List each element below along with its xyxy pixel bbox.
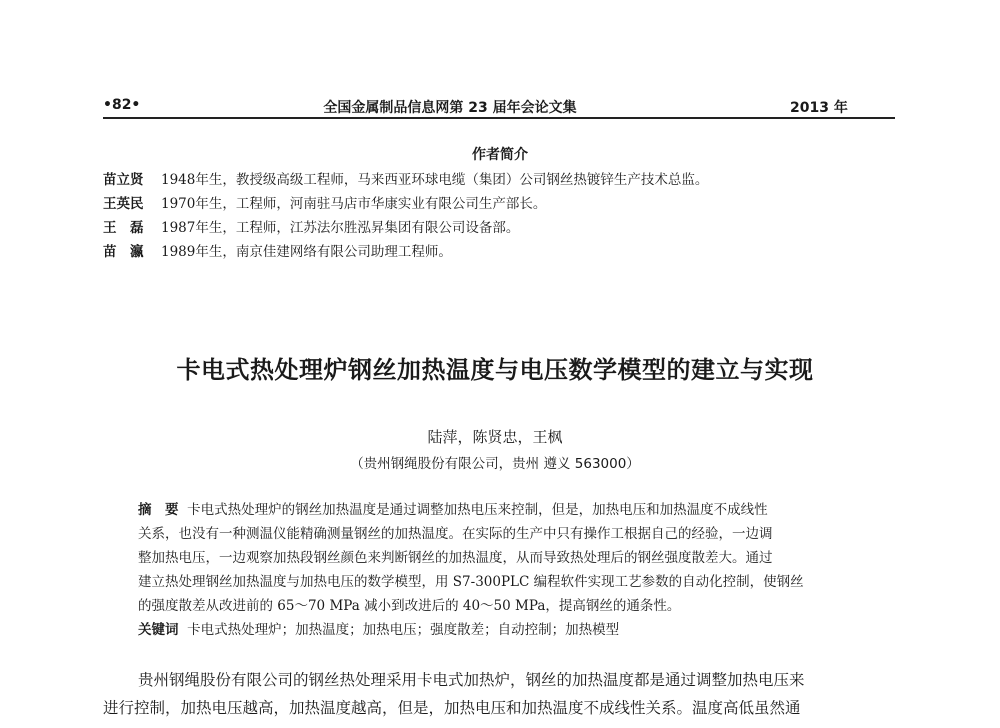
- article-affiliation: （贵州钢绳股份有限公司，贵州 遵义 563000）: [350, 456, 640, 472]
- author-bios-heading: 作者简介: [472, 147, 528, 163]
- author-bio-name: 王 磊: [103, 220, 144, 236]
- page-number: •82•: [103, 97, 141, 113]
- abstract-line: 建立热处理钢丝加热温度与加热电压的数学模型，用 S7-300PLC 编程软件实现工艺参数的自动化控制，使钢丝: [138, 574, 804, 590]
- abstract-line: [138, 498, 768, 518]
- keywords-label: 关键词: [138, 622, 179, 638]
- abstract-line: 关系，也没有一种测温仪能精确测量钢丝的加热温度。在实际的生产中只有操作工根据自己的经验，一边调: [138, 526, 773, 542]
- author-bio-text: 1970年生，工程师，河南驻马店市华康实业有限公司生产部长。: [161, 196, 547, 212]
- author-bio-row: [103, 192, 546, 212]
- journal-title: 全国金属制品信息网第 23 届年会论文集: [323, 100, 577, 116]
- body-paragraph-line: 进行控制，加热电压越高，加热温度越高，但是，加热电压和加热温度不成线性关系。温度高低虽然通: [103, 699, 801, 717]
- author-bio-name: 苗 瀛: [103, 244, 144, 260]
- author-bio-text: 1987年生，工程师，江苏法尔胜泓昇集团有限公司设备部。: [161, 220, 520, 236]
- abstract-text: 卡电式热处理炉的钢丝加热温度是通过调整加热电压来控制，但是，加热电压和加热温度不成线性: [187, 502, 768, 518]
- abstract-line: 的强度散差从改进前的 65～70 MPa 减小到改进后的 40～50 MPa，提高钢丝的通条性。: [138, 598, 681, 614]
- header-rule: [103, 117, 895, 119]
- author-bio-row: [103, 216, 519, 236]
- author-bio-row: [103, 240, 452, 260]
- author-bio-text: 1989年生，南京佳建网络有限公司助理工程师。: [161, 244, 452, 260]
- header-year: 2013 年: [790, 100, 848, 116]
- abstract-label: 摘 要: [138, 502, 179, 518]
- author-bio-name: 王英民: [103, 196, 144, 212]
- abstract-line: 整加热电压，一边观察加热段钢丝颜色来判断钢丝的加热温度，从而导致热处理后的钢丝强度散差大。通过: [138, 550, 773, 566]
- author-bio-row: [103, 168, 708, 188]
- article-authors: 陆萍，陈贤忠，王枫: [427, 428, 563, 446]
- keywords-text: 卡电式热处理炉；加热温度；加热电压；强度散差；自动控制；加热模型: [187, 622, 620, 638]
- article-title: 卡电式热处理炉钢丝加热温度与电压数学模型的建立与实现: [176, 356, 814, 384]
- body-paragraph-line: 贵州钢绳股份有限公司的钢丝热处理采用卡电式加热炉，钢丝的加热温度都是通过调整加热电压来: [138, 671, 805, 689]
- author-bio-name: 苗立贤: [103, 172, 144, 188]
- keywords-line: [138, 618, 619, 638]
- author-bio-text: 1948年生，教授级高级工程师，马来西亚环球电缆（集团）公司钢丝热镀锌生产技术总监。: [161, 172, 709, 188]
